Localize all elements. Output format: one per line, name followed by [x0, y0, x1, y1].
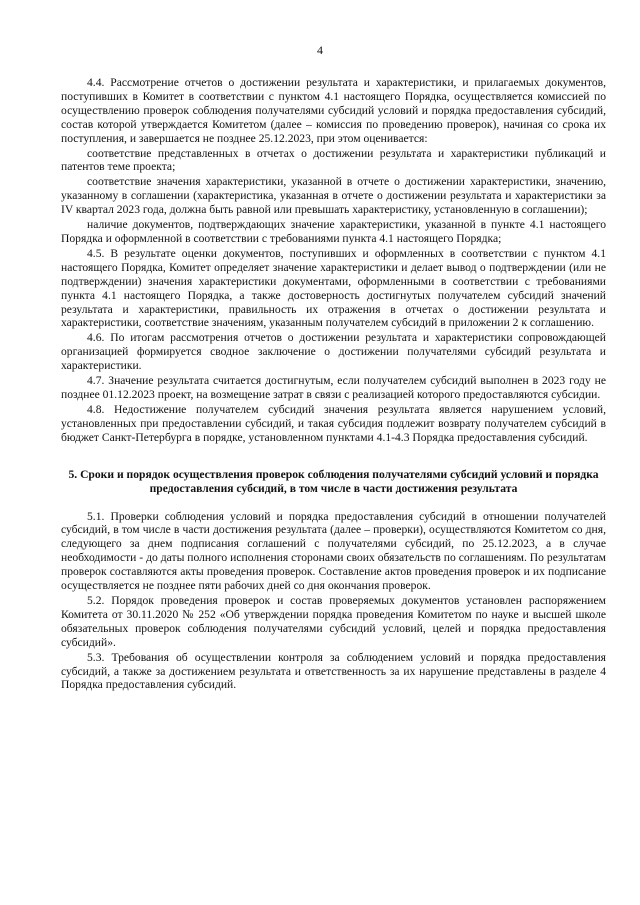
paragraph-4-6: 4.6. По итогам рассмотрения отчетов о достижении результата и характеристики сопровождающей организацией формируется сводное заключение о достижении получателями субсидий результата и характеристики. [61, 331, 606, 373]
section-gap [61, 446, 606, 460]
paragraph-4-5: 4.5. В результате оценки документов, поступивших и оформленных в соответствии с пунктом 4.1 настоящего Порядка, Комитет определяет значение характеристики и делает вывод о подтверждении (или не подтверждении) значения характеристики документами, оформленными в соответствии с требованиями пункта 4.1 настоящего Порядка, а также достоверность достигнутых получателем субсидий значений результата и характеристики, правильность их отражения в отчетах о достижении результата и характеристики, соответствие значениям, указанным получателем субсидий в приложении 2 к соглашению. [61, 246, 606, 330]
paragraph-5-1: 5.1. Проверки соблюдения условий и порядка предоставления субсидий в отношении получателей субсидий, в том числе в части достижения результата (далее – проверки), осуществляются Комитетом со дня, следующего за днем подписания соглашений с получателями субсидий, по 25.12.2023, а в случае необходимости - до даты полного исполнения сторонами своих обязательств по соглашениям. По результатам проверок составляются акты проведения проверок. Составление актов проведения проверок и их подписание осуществляется не позднее пяти рабочих дней со дня окончания проверок. [61, 509, 606, 593]
paragraph-4-4: 4.4. Рассмотрение отчетов о достижении результата и характеристики, и прилагаемых документов, поступивших в Комитет в соответствии с пунктом 4.1 настоящего Порядка, осуществляется комиссией по осуществлению проверок соблюдения получателями субсидий условий и порядка предоставления субсидий, состав которой утверждается Комитетом (далее – комиссия по проведению проверок), начиная со срока их поступления, и завершается не позднее 25.12.2023, при этом оценивается: [61, 76, 606, 145]
paragraph-4-4-item-3: наличие документов, подтверждающих значение характеристики, указанной в пункте 4.1 настоящего Порядка и оформленной в соответствии с требованиями пункта 4.1 настоящего Порядка; [61, 218, 606, 245]
paragraph-4-4-item-2: соответствие значения характеристики, указанной в отчете о достижении характеристики, значению, указанному в соглашении (характеристика, указанная в отчете о достижении результата и характеристики за IV квартал 2023 года, должна быть равной или превышать характеристику, установленную в соглашении); [61, 175, 606, 217]
paragraph-5-2: 5.2. Порядок проведения проверок и состав проверяемых документов установлен распоряжением Комитета от 30.11.2020 № 252 «Об утверждении порядка проведения Комитетом по науке и высшей школе обязательных проверок соблюдения получателями субсидий условий, целей и порядка предоставления субсидий». [61, 594, 606, 649]
paragraph-5-3: 5.3. Требования об осуществлении контроля за соблюдением условий и порядка предоставления субсидий, а также за достижением результата и ответственность за их нарушение представлены в разделе 4 Порядка предоставления субсидий. [61, 650, 606, 692]
section-5-heading: 5. Сроки и порядок осуществления проверок соблюдения получателями субсидий условий и порядка предоставления субсидий, в том числе в части достижения результата [68, 467, 599, 495]
paragraph-4-7: 4.7. Значение результата считается достигнутым, если получателем субсидий выполнен в 2023 году не позднее 01.12.2023 проект, на возмещение затрат в связи с реализацией которого предоставляются субсидии. [61, 374, 606, 401]
paragraph-4-8: 4.8. Недостижение получателем субсидий значения результата является нарушением условий, установленных при предоставлении субсидий, и такая субсидия подлежит возврату получателем субсидий в бюджет Санкт-Петербурга в порядке, установленном пунктами 4.1-4.3 Порядка предоставления субсидий. [61, 402, 606, 444]
document-body [61, 76, 606, 693]
page-number: 4 [317, 43, 323, 57]
paragraph-4-4-item-1: соответствие представленных в отчетах о достижении результата и характеристики публикаций и патентов теме проекта; [61, 146, 606, 174]
